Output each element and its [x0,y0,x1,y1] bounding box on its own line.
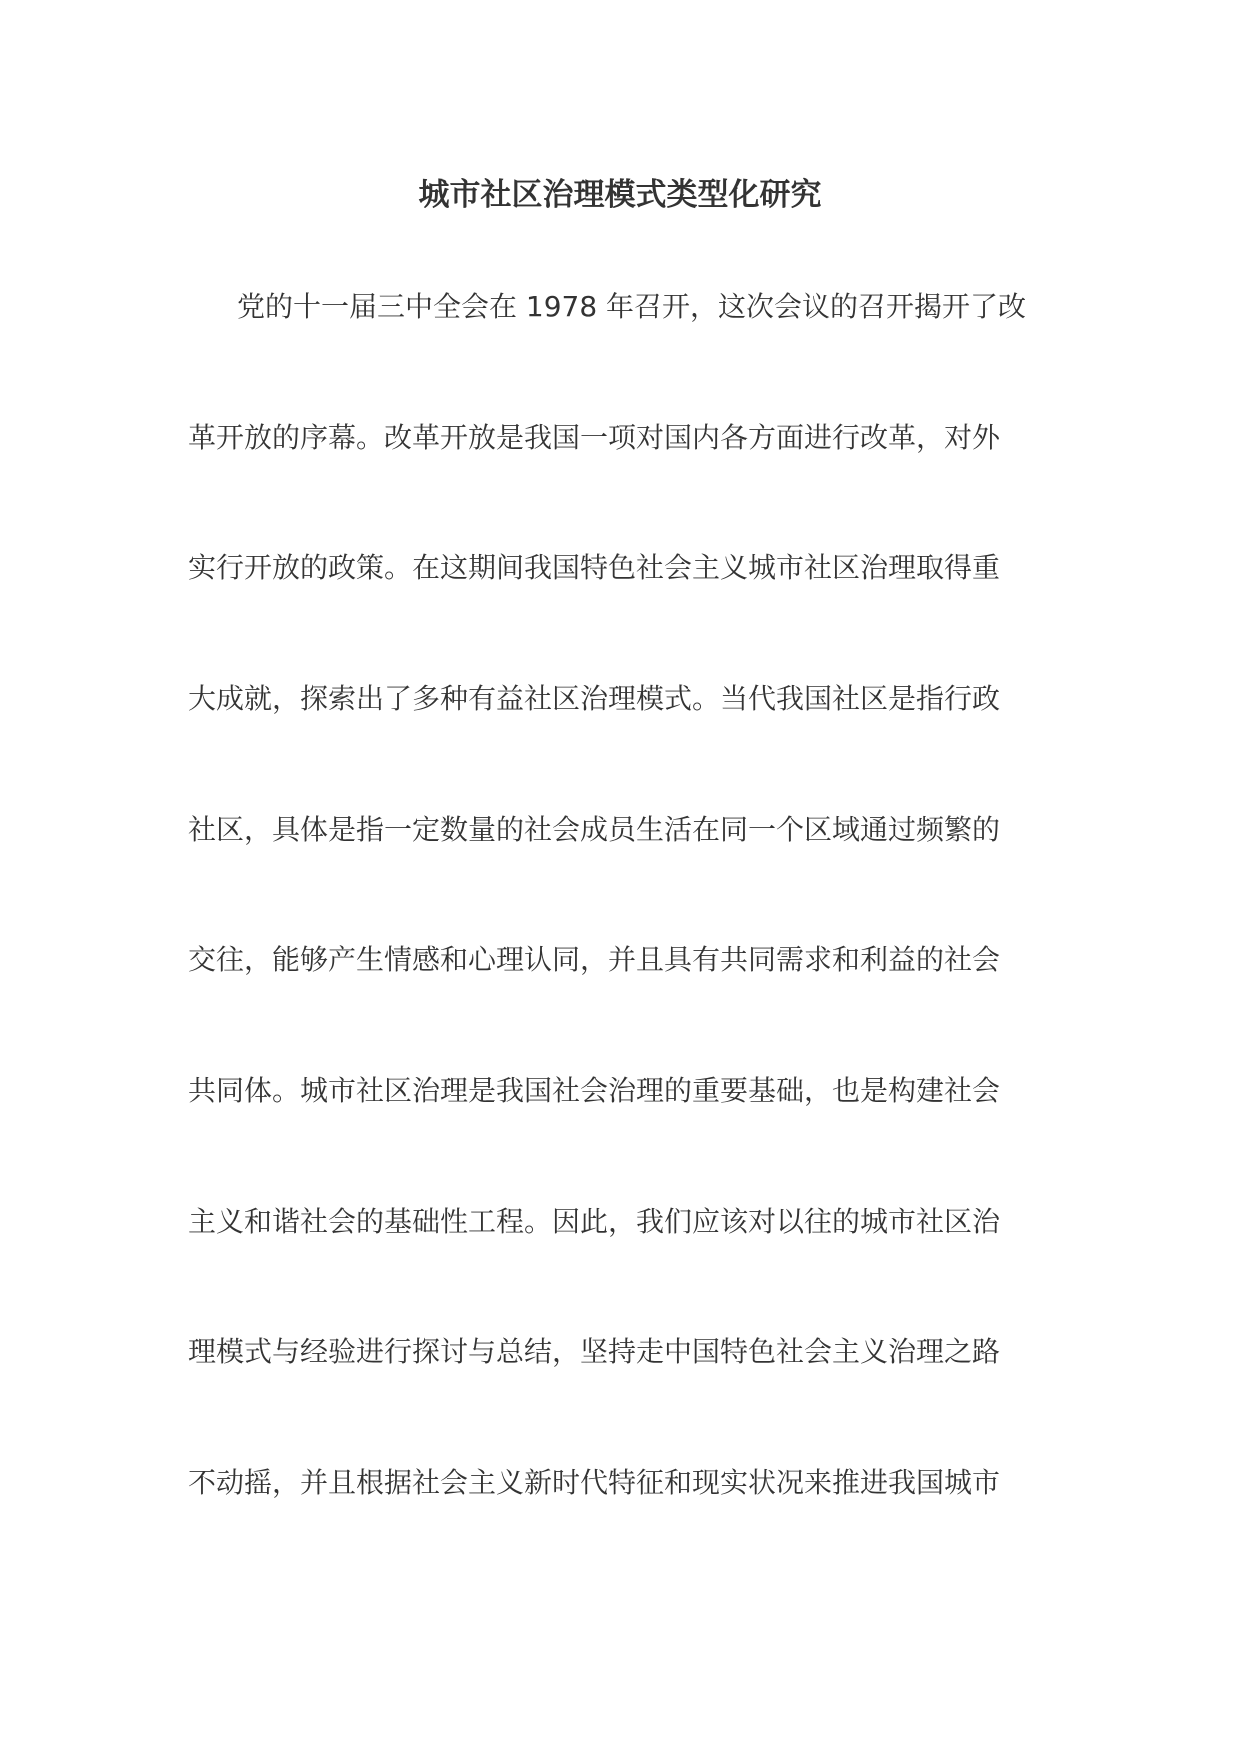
paragraph-line: 实行开放的政策。在这期间我国特色社会主义城市社区治理取得重 [188,551,1001,584]
paragraph-line: 交往，能够产生情感和心理认同，并且具有共同需求和利益的社会 [188,943,1001,976]
document-title: 城市社区治理模式类型化研究 [418,177,822,213]
paragraph-line: 革开放的序幕。改革开放是我国一项对国内各方面进行改革，对外 [188,421,1001,454]
paragraph-line: 主义和谐社会的基础性工程。因此，我们应该对以往的城市社区治 [188,1205,1001,1238]
paragraph-line: 社区，具体是指一定数量的社会成员生活在同一个区域通过频繁的 [188,813,1001,846]
paragraph-line: 党的十一届三中全会在 1978 年召开，这次会议的召开揭开了改 [237,290,1027,323]
paragraph-line: 大成就，探索出了多种有益社区治理模式。当代我国社区是指行政 [188,682,1001,715]
paragraph-line: 不动摇，并且根据社会主义新时代特征和现实状况来推进我国城市 [188,1466,1001,1499]
paragraph-line: 共同体。城市社区治理是我国社会治理的重要基础，也是构建社会 [188,1074,1001,1107]
paragraph-line: 理模式与经验进行探讨与总结，坚持走中国特色社会主义治理之路 [188,1335,1001,1368]
